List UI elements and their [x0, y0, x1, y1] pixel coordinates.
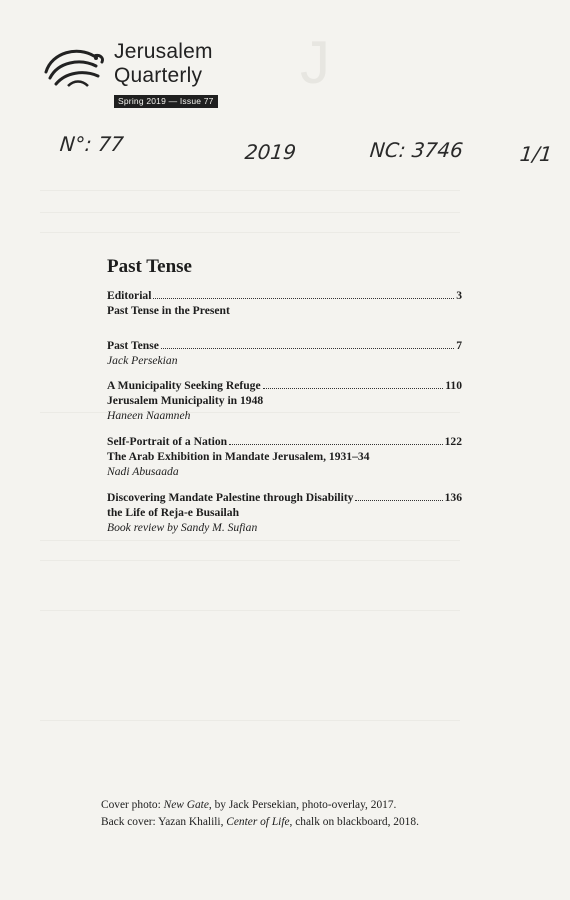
cover-photo-credit [101, 797, 419, 814]
leader-dots [153, 298, 454, 299]
leader-dots [161, 348, 454, 349]
toc-entry-author: Jack Persekian [107, 354, 178, 367]
toc-entry-subtitle: the Life of Reja-e Busailah [107, 506, 240, 519]
show-through-line [40, 540, 460, 541]
toc-entry-title: A Municipality Seeking Refuge [107, 379, 261, 392]
show-through-line [40, 720, 460, 721]
leader-dots [229, 444, 443, 445]
credit-text: , by Jack Persekian, photo-overlay, 2017. [208, 799, 397, 811]
page-title: Past Tense [107, 256, 192, 277]
show-through-line [40, 560, 460, 561]
credit-text: Cover photo: [101, 799, 164, 811]
handwritten-copy-count: 1/1 [518, 142, 554, 166]
issue-label: Spring 2019 — Issue 77 [114, 95, 218, 108]
toc-entry-author: Haneen Naamneh [107, 409, 191, 422]
toc-page-number: 136 [444, 491, 462, 504]
toc-page-number: 122 [444, 435, 462, 448]
toc-entry [107, 490, 462, 535]
journal-name: Quarterly [114, 64, 203, 87]
toc-entry-subtitle: Jerusalem Municipality in 1948 [107, 394, 264, 407]
credit-text: , chalk on blackboard, 2018. [289, 816, 419, 828]
back-cover-credit [101, 814, 419, 831]
toc-entry [107, 434, 462, 479]
show-through-line [40, 190, 460, 191]
cover-credits [101, 797, 419, 831]
toc-entry [107, 378, 462, 423]
credit-work-title: New Gate [163, 799, 209, 811]
toc-entry-title: Editorial [107, 289, 152, 302]
handwritten-call-number: NC: 3746 [368, 138, 465, 162]
toc-entry [107, 288, 462, 318]
credit-text: Back cover: Yazan Khalili, [101, 816, 227, 828]
toc-page-number: 110 [445, 379, 462, 392]
toc-entry-title: Past Tense [107, 339, 159, 352]
show-through-line [40, 232, 460, 233]
toc-entry-subtitle: The Arab Exhibition in Mandate Jerusalem, 1931–34 [107, 450, 370, 463]
credit-work-title: Center of Life [226, 816, 290, 828]
toc-entry-subtitle: Past Tense in the Present [107, 304, 230, 317]
leader-dots [355, 500, 442, 501]
toc-entry-title: Discovering Mandate Palestine through Disability [107, 491, 354, 504]
show-through-mark: J [300, 29, 332, 96]
leader-dots [263, 388, 444, 389]
bird-logo-icon [38, 42, 108, 92]
toc-page-number: 3 [456, 289, 462, 302]
toc-entry-title: Self-Portrait of a Nation [107, 435, 228, 448]
handwritten-year: 2019 [243, 140, 298, 164]
show-through-line [40, 610, 460, 611]
show-through-line [40, 212, 460, 213]
toc-page-number: 7 [456, 339, 462, 352]
toc-entry-author: Nadi Abusaada [107, 465, 179, 478]
toc-entry [107, 338, 462, 368]
journal-name: Jerusalem [114, 40, 213, 63]
toc-entry-author: Book review by Sandy M. Sufian [107, 521, 258, 534]
handwritten-issue-number: N°: 77 [58, 132, 125, 156]
